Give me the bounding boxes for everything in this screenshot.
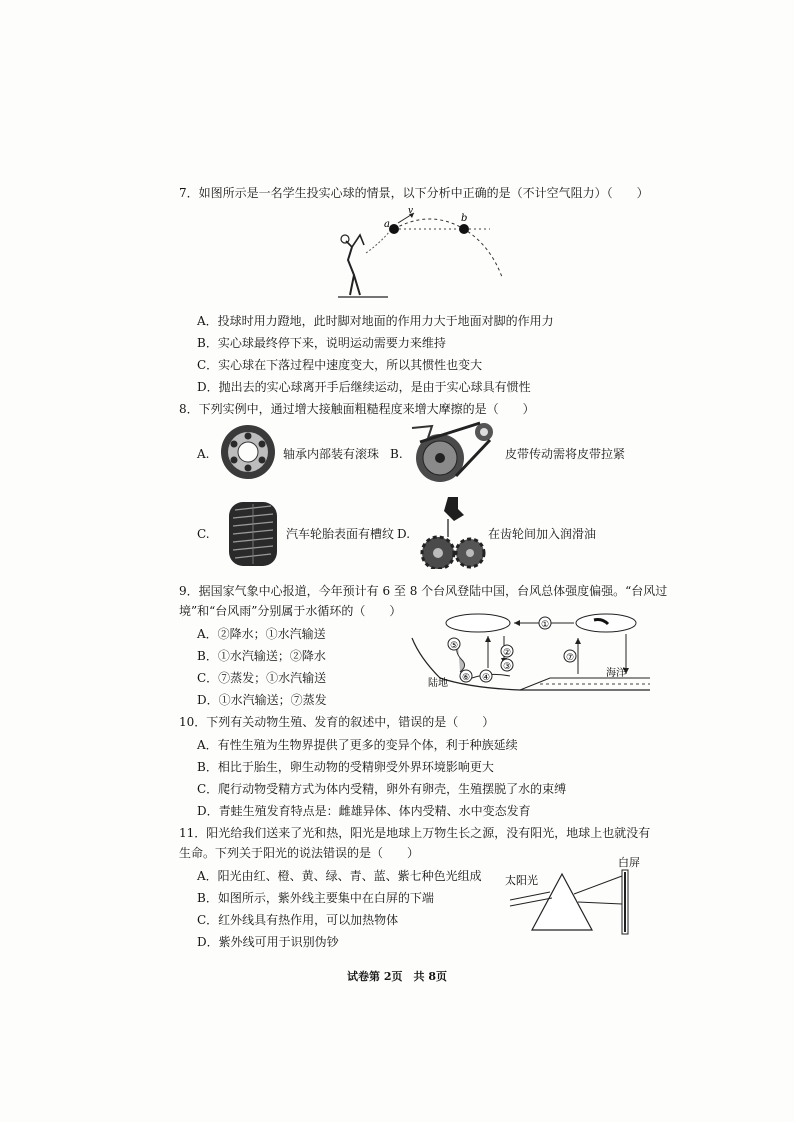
q9-stem-line2: 境”和“台风雨”分别属于水循环的（ ） bbox=[179, 604, 402, 618]
tire-image bbox=[225, 500, 281, 568]
q9-label-2: ② bbox=[502, 648, 512, 658]
q11-sunlight-label: 太阳光 bbox=[505, 874, 538, 887]
q8-letter-a[interactable]: A. bbox=[197, 447, 210, 461]
q7-option-a[interactable]: A．投球时用力蹬地，此时脚对地面的作用力大于地面对脚的作用力 bbox=[197, 314, 554, 328]
q7-label-b: b bbox=[461, 213, 468, 224]
q8-letter-c[interactable]: C. bbox=[197, 527, 210, 541]
q9-label-4: ④ bbox=[481, 673, 491, 683]
q7-label-a: a bbox=[384, 219, 390, 230]
q7-option-d[interactable]: D．抛出去的实心球离开手后继续运动，是由于实心球具有惯性 bbox=[197, 380, 531, 394]
q8-letter-d[interactable]: D. bbox=[397, 527, 411, 541]
q8-caption-d: 在齿轮间加入润滑油 bbox=[488, 527, 597, 541]
q11-option-c[interactable]: C．红外线具有热作用，可以加热物体 bbox=[197, 913, 399, 927]
q10-option-c[interactable]: C．爬行动物受精方式为体内受精，卵外有卵壳，生殖摆脱了水的束缚 bbox=[197, 782, 567, 796]
q7-shot-put-figure bbox=[330, 205, 510, 305]
q11-option-a[interactable]: A．阳光由红、橙、黄、绿、青、蓝、紫七种色光组成 bbox=[197, 869, 482, 883]
q9-option-a[interactable]: A．②降水；①水汽输送 bbox=[197, 627, 326, 641]
page-footer: 试卷第 2页 共 8页 bbox=[347, 970, 447, 983]
q11-option-d[interactable]: D．紫外线可用于识别伪钞 bbox=[197, 935, 339, 949]
q8-letter-b[interactable]: B. bbox=[390, 447, 403, 461]
q9-land-label: 陆地 bbox=[428, 678, 448, 689]
bearing-image bbox=[215, 422, 281, 482]
prism-diagram bbox=[500, 856, 650, 936]
q11-option-b[interactable]: B．如图所示，紫外线主要集中在白屏的下端 bbox=[197, 891, 434, 905]
belt-drive-image bbox=[410, 418, 500, 486]
q10-option-a[interactable]: A．有性生殖为生物界提供了更多的变异个体，利于种族延续 bbox=[197, 738, 518, 752]
water-cycle-diagram bbox=[410, 608, 650, 704]
q10-stem: 10．下列有关动物生殖、发育的叙述中，错误的是（ ） bbox=[179, 715, 495, 729]
q8-caption-a: 轴承内部装有滚珠 bbox=[283, 447, 380, 461]
q8-caption-b: 皮带传动需将皮带拉紧 bbox=[505, 447, 626, 461]
q7-option-b[interactable]: B．实心球最终停下来，说明运动需要力来维持 bbox=[197, 336, 446, 350]
q7-option-c[interactable]: C．实心球在下落过程中速度变大，所以其惯性也变大 bbox=[197, 358, 483, 372]
q9-option-c[interactable]: C．⑦蒸发；①水汽输送 bbox=[197, 671, 327, 685]
q8-caption-c: 汽车轮胎表面有槽纹 bbox=[286, 527, 395, 541]
gear-oil-image bbox=[418, 495, 486, 569]
q11-stem-line1: 11．阳光给我们送来了光和热，阳光是地球上万物生长之源，没有阳光，地球上也就没有 bbox=[179, 826, 651, 840]
q9-label-7: ⑦ bbox=[565, 653, 575, 663]
q11-stem-line2: 生命。下列关于阳光的说法错误的是（ ） bbox=[179, 846, 420, 860]
q9-label-1: ① bbox=[540, 620, 550, 630]
q9-label-5: ⑤ bbox=[449, 641, 459, 651]
q9-label-3: ③ bbox=[502, 662, 512, 672]
q10-option-d[interactable]: D．青蛙生殖发育特点是：雌雄异体、体内受精、水中变态发育 bbox=[197, 804, 531, 818]
q7-stem: 7．如图所示是一名学生投实心球的情景，以下分析中正确的是（不计空气阻力）（ ） bbox=[179, 186, 649, 200]
q8-stem: 8．下列实例中，通过增大接触面粗糙程度来增大摩擦的是（ ） bbox=[179, 402, 535, 416]
q9-stem-line1: 9．据国家气象中心报道，今年预计有 6 至 8 个台风登陆中国，台风总体强度偏强。“台风过 bbox=[179, 584, 668, 598]
q7-label-v: v bbox=[408, 206, 414, 216]
q10-option-b[interactable]: B．相比于胎生，卵生动物的受精卵受外界环境影响更大 bbox=[197, 760, 494, 774]
q9-option-b[interactable]: B．①水汽输送；②降水 bbox=[197, 649, 326, 663]
q9-ocean-label: 海洋 bbox=[606, 668, 626, 679]
q11-screen-label: 白屏 bbox=[618, 856, 640, 869]
q9-label-6: ⑥ bbox=[461, 673, 471, 683]
q9-option-d[interactable]: D．①水汽输送；⑦蒸发 bbox=[197, 693, 327, 707]
